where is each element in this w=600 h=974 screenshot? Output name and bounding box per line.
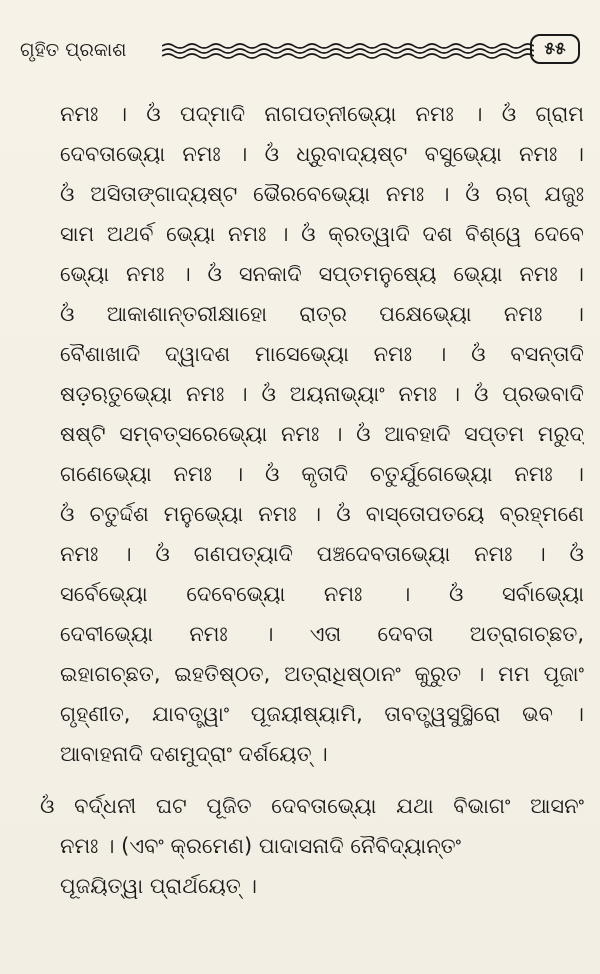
text-line: ଓଁ ଅସିତାଙ୍ଗାଦ୍ୟଷ୍ଟ ଭୈରବେଭ୍ୟୋ ନମଃ । ଓଁ ଋଗ୍ ଯଜୁଃ bbox=[60, 182, 584, 206]
text-line: ସାମ ଅଥର୍ବ ଭ୍ୟୋ ନମଃ । ଓଁ କ୍ରତ୍ୱାଦି ଦଶ ବିଶ୍ୱେ ଦେବେ bbox=[60, 222, 584, 246]
text-line: ଓଁ ଚତୁର୍ଦ୍ଦଶ ମନୁଭ୍ୟୋ ନମଃ । ଓଁ ବାସ୍ତୋପତୟେ ବ୍ରହ୍ମଣେ bbox=[60, 502, 584, 526]
text-line: ନମଃ । (ଏବଂ କ୍ରମେଣ) ପାଦାସନାଦି ନୈବିଦ୍ୟାନ୍ତଂ bbox=[60, 834, 462, 858]
text-line: ନମଃ । ଓଁ ପଦ୍ମାଦି ନାଗପତ୍ନୀଭ୍ୟୋ ନମଃ । ଓଁ ଗ୍ରାମ bbox=[60, 102, 584, 126]
text-line: ଓଁ ଆକାଶାନ୍ତରୀକ୍ଷାହୋ ରାତ୍ର ପକ୍ଷେଭ୍ୟୋ ନମଃ । bbox=[60, 302, 584, 326]
running-title: ଗୃହିତ ପ୍ରକାଶ bbox=[20, 39, 127, 61]
text-line: ଓଁ ବର୍ଦ୍ଧନୀ ଘଟ ପୂଜିତ ଦେବତାଭ୍ୟୋ ଯଥା ବିଭାଗଂ ଆସନଂ bbox=[40, 794, 584, 818]
text-line: ଭ୍ୟୋ ନମଃ । ଓଁ ସନକାଦି ସପ୍ତମନୁଷ୍ୟେ ଭ୍ୟୋ ନମଃ । bbox=[60, 262, 584, 286]
text-line: ଷଷ୍ଟି ସମ୍ବତ୍ସରେଭ୍ୟୋ ନମଃ । ଓଁ ଆବହାଦି ସପ୍ତମ ମରୁଦ୍ bbox=[60, 422, 584, 446]
text-line: ଇହାଗଚ୍ଛତ, ଇହତିଷ୍ଠତ, ଅତ୍ରାଧିଷ୍ଠାନଂ କୁରୁତ । ମମ ପୂଜାଂ bbox=[60, 662, 584, 686]
text-line: ଗୃହ୍ଣୀତ, ଯାବତ୍ତ୍ୱାଂ ପୂଜୟୀଷ୍ୟାମି, ତାବତ୍ତ୍ୱସୁସ୍ଥିରୋ ଭବ । bbox=[60, 702, 584, 726]
text-line: ପୂଜୟିତ୍ୱା ପ୍ରାର୍ଥୟେତ୍ । bbox=[60, 874, 257, 898]
page-header bbox=[20, 34, 582, 68]
text-line: ଦେବୀଭ୍ୟୋ ନମଃ । ଏତା ଦେବତା ଅତ୍ରାଗଚ୍ଛତ, bbox=[60, 622, 584, 646]
text-line: ଆବାହନାଦି ଦଶମୁଦ୍ରାଂ ଦର୍ଶୟେତ୍ । bbox=[60, 742, 328, 766]
text-line: ଷଡ଼ଋତୁଭ୍ୟୋ ନମଃ । ଓଁ ଅୟନାଭ୍ୟାଂ ନମଃ । ଓଁ ପ୍ରଭବାଦି bbox=[60, 382, 584, 406]
text-line: ଦେବତାଭ୍ୟୋ ନମଃ । ଓଁ ଧ୍ରୁବାଦ୍ୟଷ୍ଟ ବସୁଭ୍ୟୋ ନମଃ । bbox=[60, 142, 584, 166]
decorative-rule bbox=[162, 41, 534, 59]
page-number: ୫୫ bbox=[530, 34, 580, 64]
text-line: ନମଃ । ଓଁ ଗଣପତ୍ୟାଦି ପଞ୍ଚଦେବତାଭ୍ୟୋ ନମଃ । ଓଁ bbox=[60, 542, 584, 566]
text-line: ବୈଶାଖାଦି ଦ୍ୱାଦଶ ମାସେଭ୍ୟୋ ନମଃ । ଓଁ ବସନ୍ତାଦି bbox=[60, 342, 584, 366]
text-line: ସର୍ବେଭ୍ୟୋ ଦେବେଭ୍ୟୋ ନମଃ । ଓଁ ସର୍ବାଭ୍ୟୋ bbox=[60, 582, 584, 606]
text-line: ଗଣେଭ୍ୟୋ ନମଃ । ଓଁ କୃତାଦି ଚତୁର୍ଯୁଗେଭ୍ୟୋ ନମଃ । bbox=[60, 462, 584, 486]
